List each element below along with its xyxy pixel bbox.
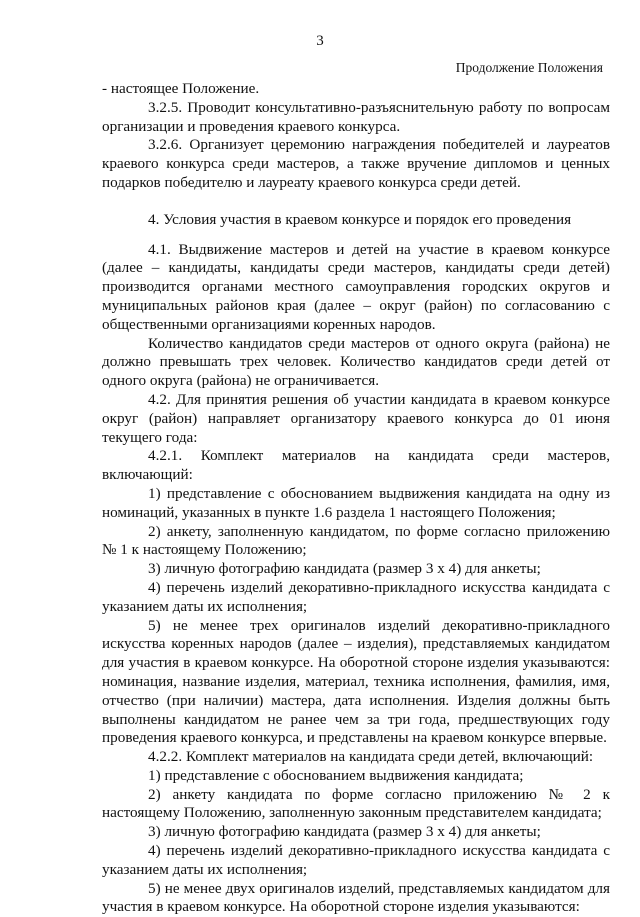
running-header: Продолжение Положения [455,60,603,75]
section-heading: 4. Условия участия в краевом конкурсе и порядок его проведения [148,210,572,228]
paragraph: - настоящее Положение. [102,80,260,97]
paragraph-3-2-6: 3.2.6. Организует церемонию награждения победителей и лауреатов краевого конкурса среди мастеров, а также вручение дипломов и ценных подарков победителю и лауреату краевого конкурса среди детей. [102,136,610,191]
list-item: 1) представление с обоснованием выдвижения кандидата на одну из номинаций, указанных в пункте 1.6 раздела 1 настоящего Положения; [102,484,610,521]
paragraph: Количество кандидатов среди мастеров от одного округа (района) не должно превышать трех человек. Количество кандидатов среди детей от одного округа (района) не ограничивается. [102,334,610,390]
page-number: 3 [316,33,324,49]
list-item: 4) перечень изделий декоративно-прикладного искусства кандидата с указанием даты их исполнения; [102,578,610,615]
paragraph-3-2-5: 3.2.5. Проводит консультативно-разъяснительную работу по вопросам организации и проведения краевого конкурса. [102,98,610,135]
paragraph-4-2: 4.2. Для принятия решения об участии кандидата в краевом конкурсе округ (район) направляет организатору краевого конкурса до 01 июня текущего года: [102,390,610,446]
list-item: 2) анкету кандидата по форме согласно приложению № 2 к настоящему Положению, заполненную законным представителем кандидата; [102,785,610,822]
paragraph-4-1: 4.1. Выдвижение мастеров и детей на участие в краевом конкурсе (далее – кандидаты, кандидаты среди мастеров, кандидаты среди детей) производится органами местного самоуправления городских округов и муниципальных районов края (далее – округ (район) по согласованию с общественными организациями коренных народов. [102,240,610,333]
list-item: 2) анкету, заполненную кандидатом, по форме согласно приложению № 1 к настоящему Положению; [102,522,610,559]
document-body [102,80,610,917]
list-item: 4) перечень изделий декоративно-прикладного искусства кандидата с указанием даты их исполнения; [102,842,610,878]
list-item: 3) личную фотографию кандидата (размер 3 х 4) для анкеты; [148,823,541,841]
list-item: 5) не менее двух оригиналов изделий, представляемых кандидатом для участия в краевом конкурсе. На оборотной стороне изделия указываются: [102,879,610,916]
paragraph-4-2-2: 4.2.2. Комплект материалов на кандидата среди детей, включающий: [148,748,594,766]
list-item: 1) представление с обоснованием выдвижения кандидата; [148,766,524,784]
paragraph-4-2-1: 4.2.1. Комплект материалов на кандидата среди мастеров, включающий: [102,447,610,484]
list-item: 3) личную фотографию кандидата (размер 3 х 4) для анкеты; [148,560,541,578]
list-item: 5) не менее трех оригиналов изделий декоративно-прикладного искусства коренных народов (далее – изделия), представляемых кандидатом для участия в краевом конкурсе. На оборотной стороне изделия указываются: номинация, название изделия, материал, техника исполнения, фамилия, имя, отчество (при наличии) мастера, дата исполнения. Изделия должны быть выполнены кандидатом не ранее чем за три года, предшествующих году проведения краевого конкурса, и представлены на краевом конкурсе впервые. [102,616,610,747]
